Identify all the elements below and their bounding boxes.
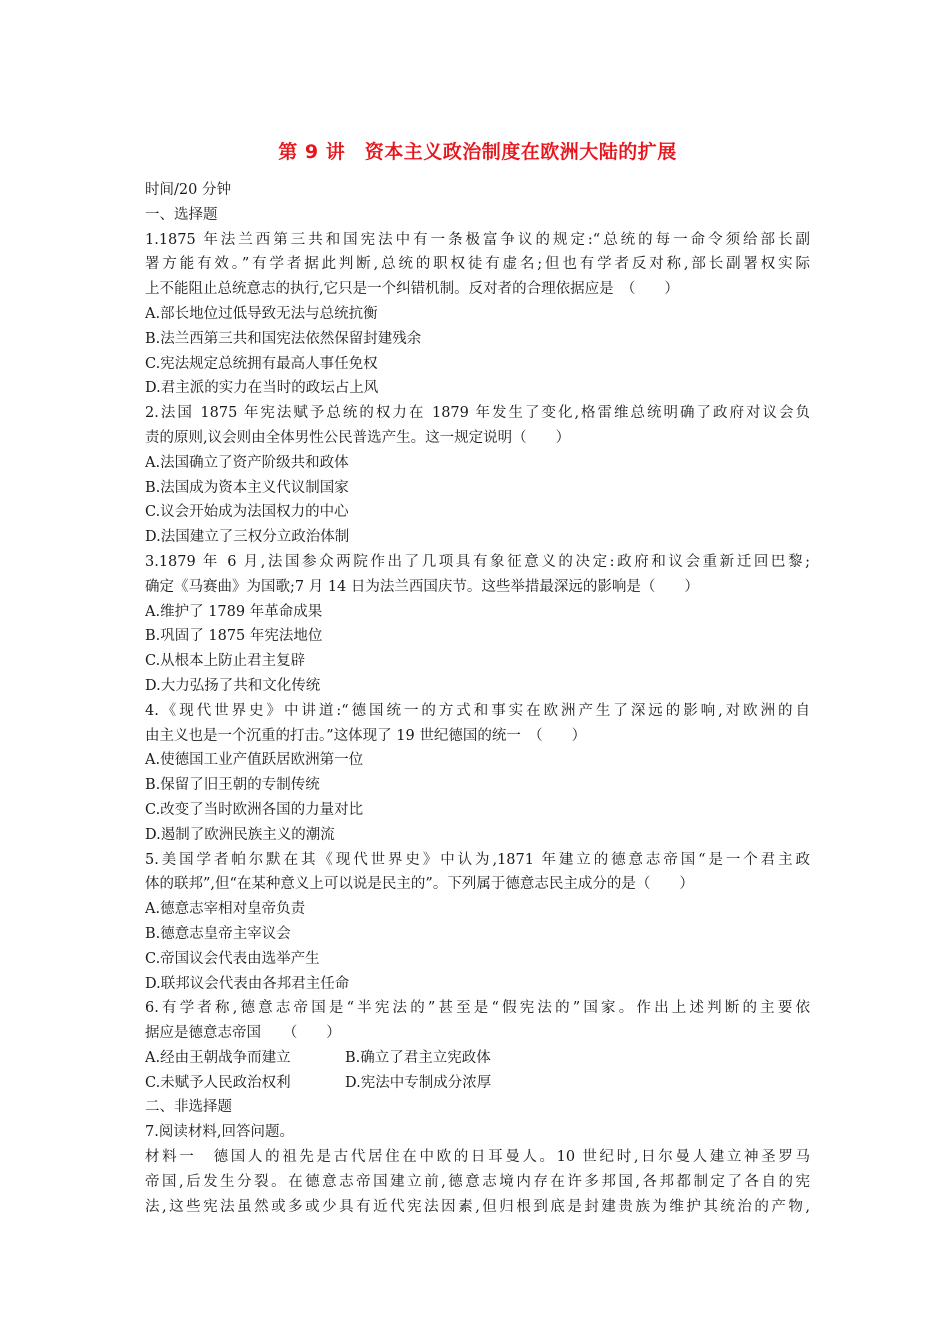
option-c: C.议会开始成为法国权力的中心	[145, 504, 349, 521]
option-d: D.君主派的实力在当时的政坛占上风	[145, 380, 379, 397]
option-c: C.宪法规定总统拥有最高人事任免权	[145, 355, 378, 372]
question-stem-line: 5.美国学者帕尔默在其《现代世界史》中认为,1871 年建立的德意志帝国“是一个君主政	[145, 851, 810, 868]
option-d: D.宪法中专制成分浓厚	[345, 1074, 492, 1091]
document-page	[145, 138, 810, 1219]
option-b: B.巩固了 1875 年宪法地位	[145, 628, 323, 645]
material-line: 帝国,后发生分裂。在德意志帝国建立前,德意志境内存在许多邦国,各邦都制定了各自的宪	[145, 1173, 810, 1190]
question-stem-line: 据应是德意志帝国 （ ）	[145, 1025, 341, 1042]
question-3	[145, 550, 810, 699]
question-stem-line: 由主义也是一个沉重的打击。”这体现了 19 世纪德国的统一 （ ）	[145, 727, 587, 744]
option-b: B.保留了旧王朝的专制传统	[145, 777, 320, 794]
option-a: A.维护了 1789 年革命成果	[145, 603, 323, 620]
question-stem-line: 2.法国 1875 年宪法赋予总统的权力在 1879 年发生了变化,格雷维总统明确了政府对议会负	[145, 405, 810, 422]
section-heading-choice: 一、选择题	[145, 206, 218, 223]
question-stem-line: 1.1875 年法兰西第三共和国宪法中有一条极富争议的规定:“总统的每一命令须给部长副	[145, 231, 810, 248]
option-c: C.从根本上防止君主复辟	[145, 653, 306, 670]
option-a: A.德意志宰相对皇帝负责	[145, 901, 306, 918]
option-a: A.部长地位过低导致无法与总统抗衡	[145, 305, 378, 322]
question-5	[145, 848, 810, 997]
option-b: B.德意志皇帝主宰议会	[145, 925, 291, 942]
page-title: 第 9 讲 资本主义政治制度在欧洲大陆的扩展	[278, 141, 677, 163]
material-line: 法,这些宪法虽然或多或少具有近代宪法因素,但归根到底是封建贵族为维护其统治的产物,	[145, 1198, 810, 1215]
option-c: C.帝国议会代表由选举产生	[145, 950, 320, 967]
option-row	[145, 1071, 810, 1096]
option-b: B.法国成为资本主义代议制国家	[145, 479, 349, 496]
option-d: D.联邦议会代表由各邦君主任命	[145, 975, 350, 992]
option-c: C.改变了当时欧洲各国的力量对比	[145, 801, 364, 818]
section-heading-nonchoice: 二、非选择题	[145, 1099, 232, 1116]
option-a: A.法国确立了资产阶级共和政体	[145, 454, 349, 471]
question-4	[145, 699, 810, 848]
question-stem-line: 上不能阻止总统意志的执行,它只是一个纠错机制。反对者的合理依据应是 （ ）	[145, 281, 679, 298]
question-stem-line: 4.《现代世界史》中讲道:“德国统一的方式和事实在欧洲产生了深远的影响,对欧洲的自	[145, 702, 810, 719]
material-line: 材料一 德国人的祖先是古代居住在中欧的日耳曼人。10 世纪时,日尔曼人建立神圣罗马	[145, 1149, 810, 1166]
option-d: D.法国建立了三权分立政治体制	[145, 529, 350, 546]
option-row	[145, 1046, 810, 1071]
question-stem-line: 体的联邦”,但“在某种意义上可以说是民主的”。下列属于德意志民主成分的是（ ）	[145, 876, 694, 893]
question-stem-line: 6.有学者称,德意志帝国是“半宪法的”甚至是“假宪法的”国家。作出上述判断的主要依	[145, 1000, 810, 1017]
option-c: C.未赋予人民政治权利	[145, 1074, 291, 1091]
question-stem: 7.阅读材料,回答问题。	[145, 1124, 294, 1141]
question-6	[145, 996, 810, 1095]
option-a: A.经由王朝战争而建立	[145, 1049, 291, 1066]
question-stem-line: 3.1879 年 6 月,法国参众两院作出了几项具有象征意义的决定:政府和议会重新迁回巴黎;	[145, 553, 810, 570]
option-b: B.确立了君主立宪政体	[345, 1049, 491, 1066]
question-1	[145, 228, 810, 402]
question-2	[145, 401, 810, 550]
question-stem-line: 署方能有效。”有学者据此判断,总统的职权徒有虚名;但也有学者反对称,部长副署权实际	[145, 256, 810, 273]
option-d: D.大力弘扬了共和文化传统	[145, 677, 321, 694]
question-7	[145, 1120, 810, 1219]
time-limit: 时间/20 分钟	[145, 182, 231, 198]
question-stem-line: 确定《马赛曲》为国歌;7 月 14 日为法兰西国庆节。这些举措最深远的影响是（ ）	[145, 578, 699, 595]
option-d: D.遏制了欧洲民族主义的潮流	[145, 826, 335, 843]
question-stem-line: 责的原则,议会则由全体男性公民普选产生。这一规定说明（ ）	[145, 429, 571, 446]
option-a: A.使德国工业产值跃居欧洲第一位	[145, 752, 364, 769]
option-b: B.法兰西第三共和国宪法依然保留封建残余	[145, 330, 422, 347]
